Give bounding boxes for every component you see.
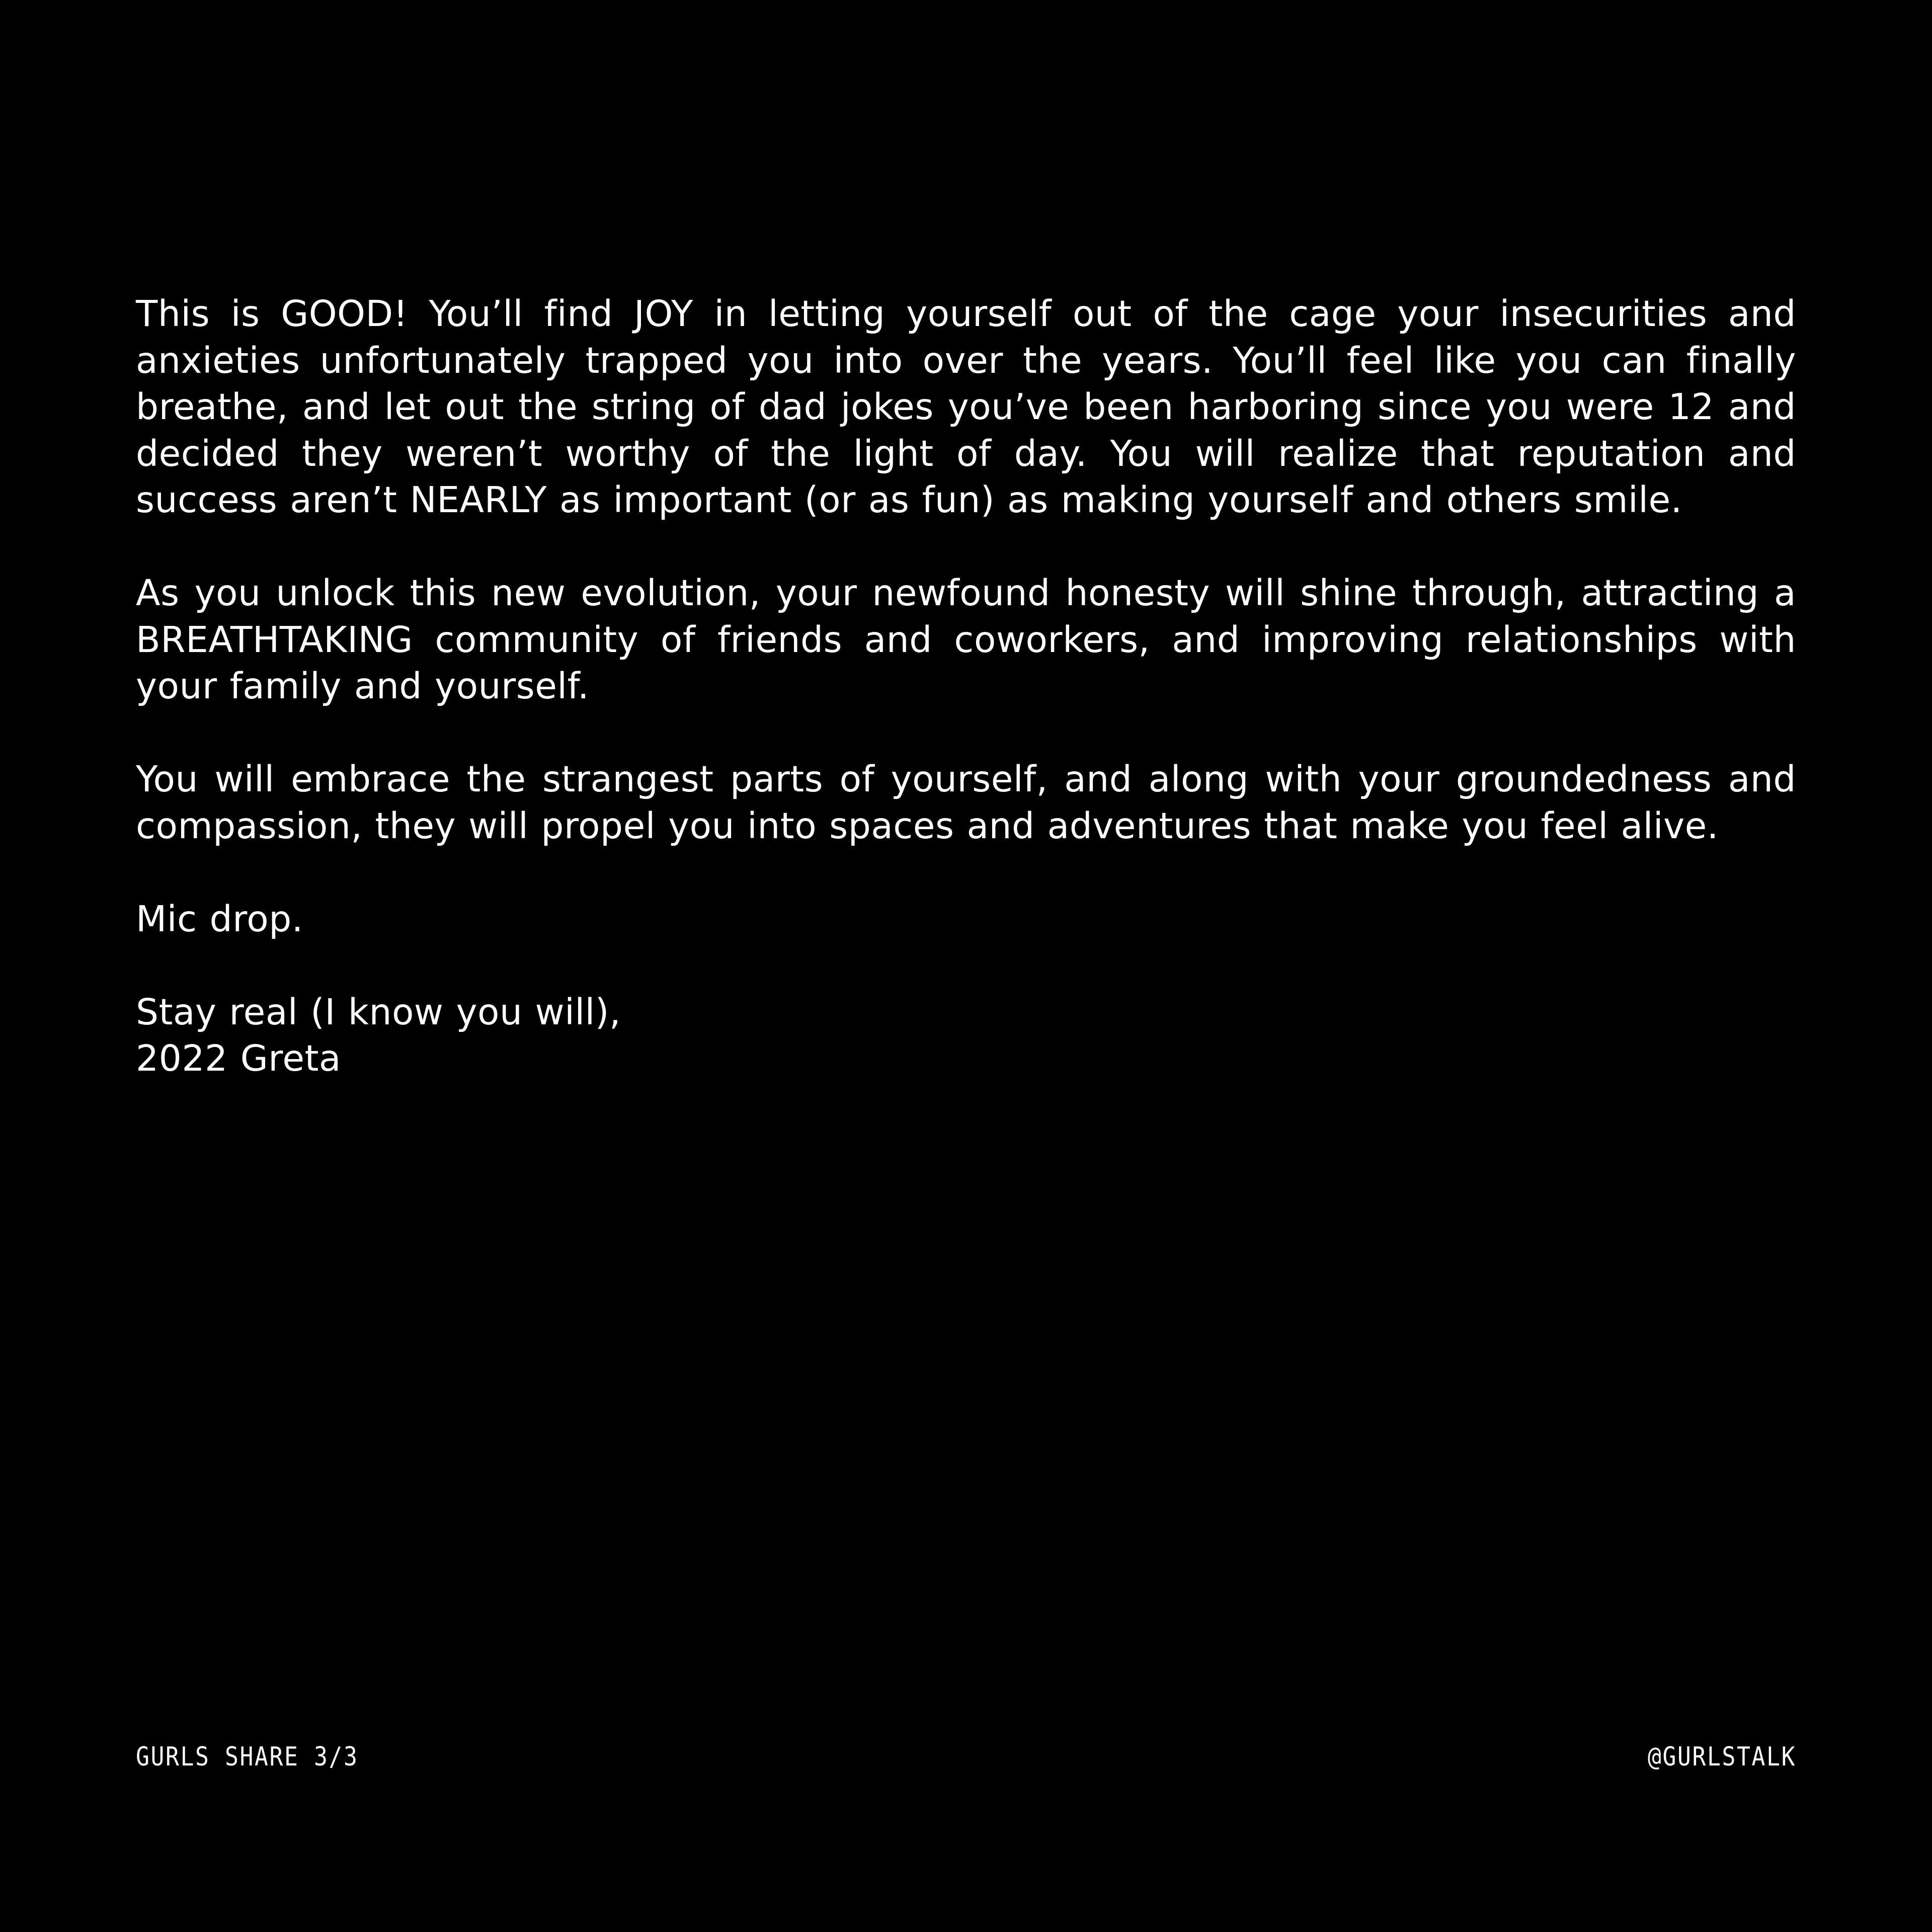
closing-line: Stay real (I know you will), [136,991,621,1033]
signature: 2022 Greta [136,1037,341,1079]
paragraph-embrace: You will embrace the strangest parts of yourself, and along with your groundedness and compassion, they will propel you into spaces and adventures that make you feel alive. [136,758,1796,847]
series-label: GURLS SHARE 3/3 [136,1742,359,1772]
paragraph-mic-drop: Mic drop. [136,898,303,940]
letter-body [136,291,1796,1082]
account-handle: @GURLSTALK [1647,1742,1796,1772]
sign-off [136,989,1796,1082]
paragraph-joy: This is GOOD! You’ll find JOY in letting yourself out of the cage your insecurities and anxieties unfortunately trapped you into over the years. You’ll feel like you can finally breathe, and let out the string of dad jokes you’ve been harboring since you were 12 and decided they weren’t worthy of the light of day. You will realize that reputation and success aren’t NEARLY as important (or as fun) as making yourself and others smile. [136,293,1796,521]
paragraph-evolution: As you unlock this new evolution, your newfound honesty will shine through, attracting a BREATHTAKING community of friends and coworkers, and improving relationships with your family and yourself. [136,572,1796,707]
